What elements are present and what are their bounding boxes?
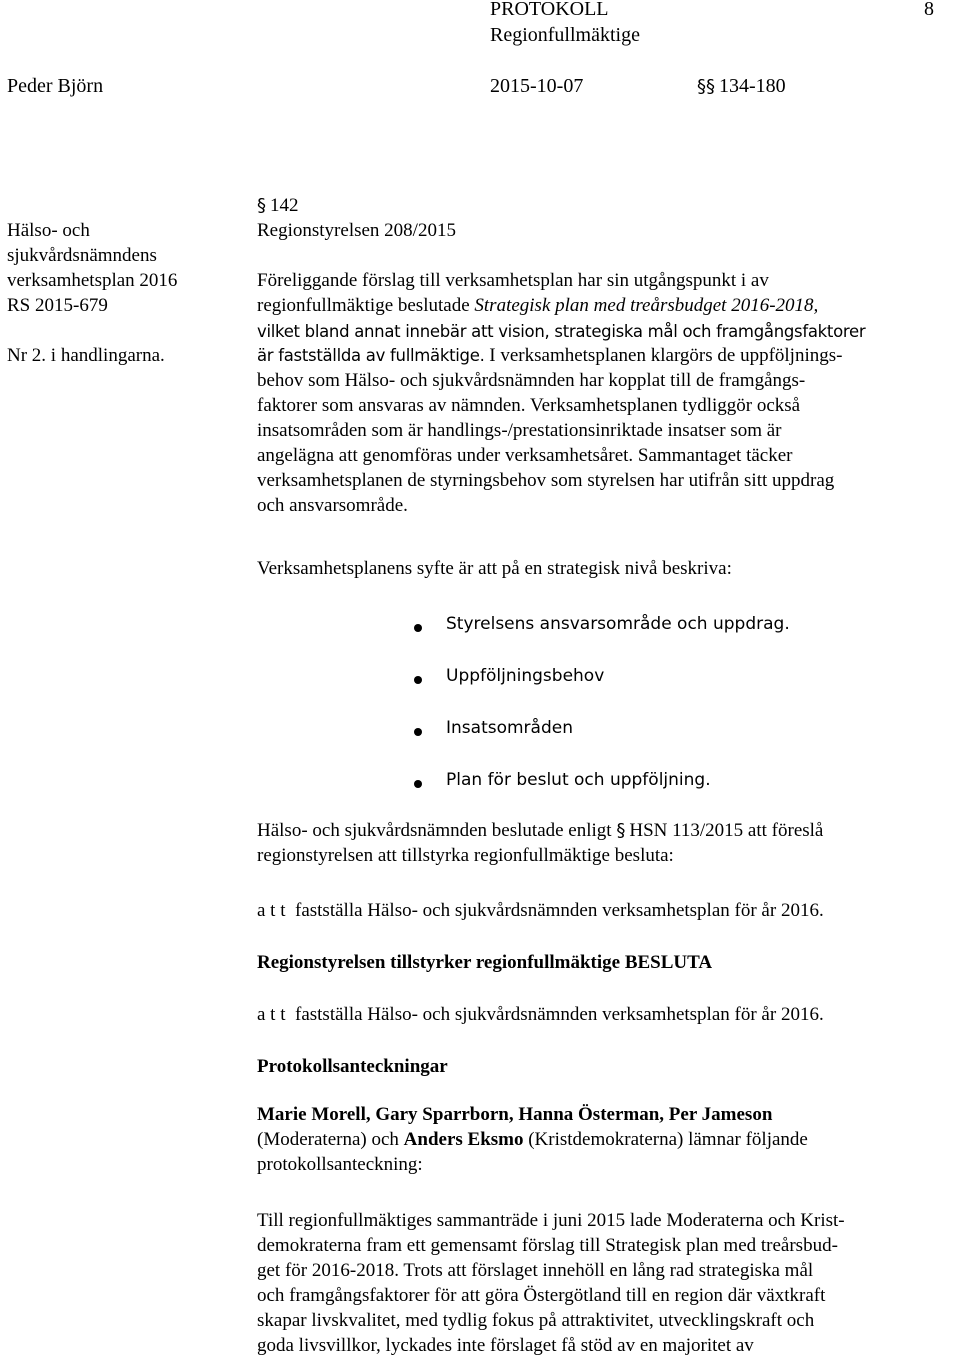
body-line: faktorer som ansvaras av nämnden. Verksamhetsplanen tydliggör också	[257, 395, 801, 416]
hsn-line: regionstyrelsen att tillstyrka regionfullmäktige besluta:	[257, 845, 674, 866]
bullet-icon	[414, 728, 422, 736]
meeting-date: 2015-10-07	[490, 75, 584, 97]
hsn-line: Hälso- och sjukvårdsnämnden beslutade enligt § HSN 113/2015 att föreslå	[257, 820, 824, 841]
body-line: demokraterna fram ett gemensamt förslag till Strategisk plan med treårsbud-	[257, 1235, 838, 1256]
bullet-icon	[414, 780, 422, 788]
section-range: §§ 134-180	[697, 75, 786, 97]
body-line: goda livsvillkor, lyckades inte förslaget få stöd av en majoritet av	[257, 1335, 754, 1356]
plan-title: Strategisk plan med treårsbudget 2016-2018,	[474, 295, 819, 316]
body-line: behov som Hälso- och sjukvårdsnämnden har kopplat till de framgångs-	[257, 370, 806, 391]
section-sign-icon: §	[257, 195, 266, 216]
bullet-icon	[414, 676, 422, 684]
decision-line: a t t fastställa Hälso- och sjukvårdsnämnden verksamhetsplan för år 2016.	[257, 1004, 824, 1025]
body-line: protokollsanteckning:	[257, 1154, 423, 1175]
names-line: Marie Morell, Gary Sparrborn, Hanna Österman, Per Jameson	[257, 1104, 773, 1125]
purpose-line: Verksamhetsplanens syfte är att på en strategisk nivå beskriva:	[257, 558, 732, 579]
margin-line: RS 2015-679	[7, 295, 108, 316]
body-line: insatsområden som är handlings-/prestationsinriktade insatser som är	[257, 420, 782, 441]
body-line: get för 2016-2018. Trots att förslaget innehöll en lång rad strategiska mål	[257, 1260, 814, 1281]
decision-line: a t t fastställa Hälso- och sjukvårdsnämnden verksamhetsplan för år 2016.	[257, 900, 824, 921]
margin-line: sjukvårdsnämndens	[7, 245, 157, 266]
body-line: vilket bland annat innebär att vision, strategiska mål och framgångsfaktorer	[257, 322, 866, 341]
margin-line: Hälso- och	[7, 220, 90, 241]
organisation-name: Regionfullmäktige	[490, 24, 640, 46]
list-item: Styrelsens ansvarsområde och uppdrag.	[446, 614, 790, 634]
body-line: verksamhetsplanen de styrningsbehov som styrelsen har utifrån sitt uppdrag	[257, 470, 835, 491]
page-number: 8	[924, 0, 934, 20]
section-sign-icon: §	[616, 820, 626, 841]
list-item: Plan för beslut och uppföljning.	[446, 770, 711, 790]
party-line: (Moderaterna) och Anders Eksmo (Kristdemokraterna) lämnar följande	[257, 1129, 808, 1150]
body-line: regionfullmäktige beslutade Strategisk plan med treårsbudget 2016-2018,	[257, 295, 819, 316]
body-line: är fastställda av fullmäktige. I verksamhetsplanen klargörs de uppföljnings-	[257, 345, 843, 366]
body-line: Föreliggande förslag till verksamhetsplan har sin utgångspunkt i av	[257, 270, 769, 291]
section-sign-icon: §§	[697, 76, 715, 97]
margin-line: Nr 2. i handlingarna.	[7, 345, 165, 366]
body-line: angelägna att genomföras under verksamhetsåret. Sammantaget täcker	[257, 445, 793, 466]
bullet-icon	[414, 624, 422, 632]
margin-line: verksamhetsplan 2016	[7, 270, 178, 291]
paragraph-reference: Regionstyrelsen 208/2015	[257, 220, 456, 241]
notes-heading: Protokollsanteckningar	[257, 1056, 448, 1077]
author-name: Peder Björn	[7, 75, 104, 97]
list-item: Insatsområden	[446, 718, 573, 738]
body-line: och framgångsfaktorer för att göra Östergötland till en region där växtkraft	[257, 1285, 826, 1306]
list-item: Uppföljningsbehov	[446, 666, 605, 686]
document-title: PROTOKOLL	[490, 0, 609, 20]
recommendation-heading: Regionstyrelsen tillstyrker regionfullmäktige BESLUTA	[257, 952, 713, 973]
body-line: skapar livskvalitet, med tydlig fokus på attraktivitet, utvecklingskraft och	[257, 1310, 815, 1331]
body-line: och ansvarsområde.	[257, 495, 408, 516]
body-line: Till regionfullmäktiges sammanträde i juni 2015 lade Moderaterna och Krist-	[257, 1210, 845, 1231]
paragraph-number: § 142	[257, 195, 299, 216]
